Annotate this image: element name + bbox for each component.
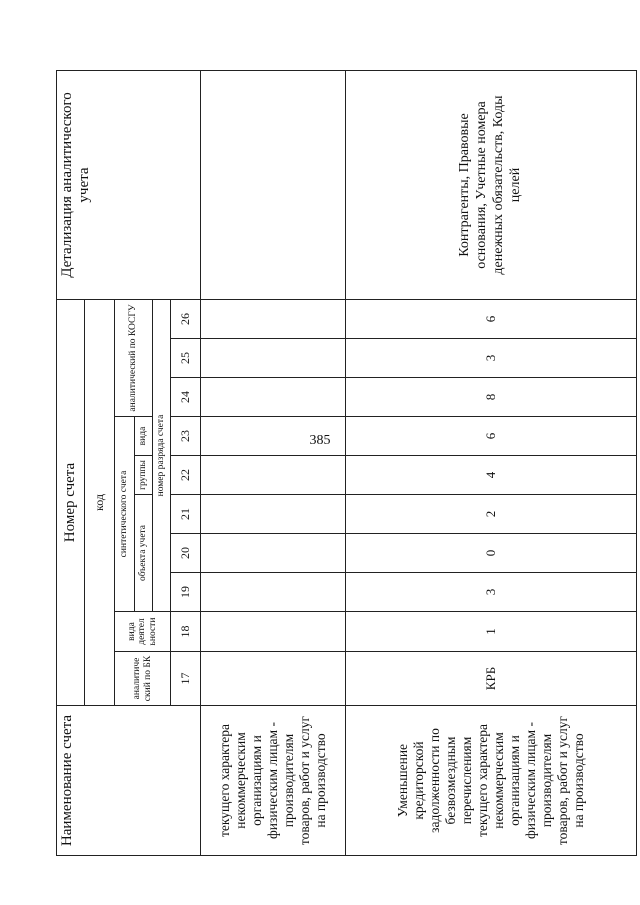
rotated-table-wrapper (56, 71, 636, 856)
row-name: Уменьшение кредиторской задолженности по безвозмездным перечислениям текущего характера некоммерческим организациям и физическим лицам - производителям товаров, работ и услуг на производство (346, 706, 637, 856)
digit-25: 25 (171, 339, 201, 378)
row-cell-23: 6 (346, 417, 637, 456)
row-detail (201, 71, 346, 300)
header-accounting-object: объекта учета (135, 495, 153, 612)
row-cell-25: 3 (346, 339, 637, 378)
digit-19: 19 (171, 573, 201, 612)
row-cell-24 (201, 378, 346, 417)
digit-23: 23 (171, 417, 201, 456)
digit-18: 18 (171, 612, 201, 652)
digit-26: 26 (171, 300, 201, 339)
header-account-number: Номер счета (57, 300, 85, 706)
header-activity-type: вида деятел ьности (115, 612, 171, 652)
table-row (346, 71, 637, 856)
digit-22: 22 (171, 456, 201, 495)
row-cell-18: 1 (346, 612, 637, 652)
digit-24: 24 (171, 378, 201, 417)
row-cell-23 (201, 417, 346, 456)
row-cell-18 (201, 612, 346, 652)
digit-17: 17 (171, 652, 201, 706)
table-row (201, 71, 346, 856)
row-cell-22 (201, 456, 346, 495)
header-kind: вида (135, 417, 153, 456)
header-account-name: Наименование счета (57, 706, 201, 856)
row-cell-19: 3 (346, 573, 637, 612)
row-name: текущего характера некоммерческим организациям и физическим лицам - производителям товаров, работ и услуг на производство (201, 706, 346, 856)
accounts-table (56, 70, 637, 856)
row-detail: Контрагенты, Правовые основания, Учетные номера денежных обязательств, Коды целей (346, 71, 637, 300)
header-digit-number: номер разряда счета (153, 300, 171, 612)
header-code: код (85, 300, 115, 706)
page-number: 385 (309, 433, 331, 448)
header-analytic-kosgu: аналитический по КОСГУ (115, 300, 153, 417)
row-cell-26 (201, 300, 346, 339)
header-analytic-bk: аналитиче ский по БК (115, 652, 171, 706)
row-cell-20 (201, 534, 346, 573)
digit-21: 21 (171, 495, 201, 534)
row-cell-25 (201, 339, 346, 378)
row-cell-24: 8 (346, 378, 637, 417)
header-analytic-detail: Детализация аналитического учета (57, 71, 201, 300)
row-cell-17: КРБ (346, 652, 637, 706)
header-group: группы (135, 456, 153, 495)
row-cell-17 (201, 652, 346, 706)
row-cell-21: 2 (346, 495, 637, 534)
row-cell-20: 0 (346, 534, 637, 573)
row-cell-26: 6 (346, 300, 637, 339)
row-cell-21 (201, 495, 346, 534)
row-cell-19 (201, 573, 346, 612)
row-cell-22: 4 (346, 456, 637, 495)
digit-20: 20 (171, 534, 201, 573)
header-synthetic-account: синтетического счета (115, 417, 135, 612)
